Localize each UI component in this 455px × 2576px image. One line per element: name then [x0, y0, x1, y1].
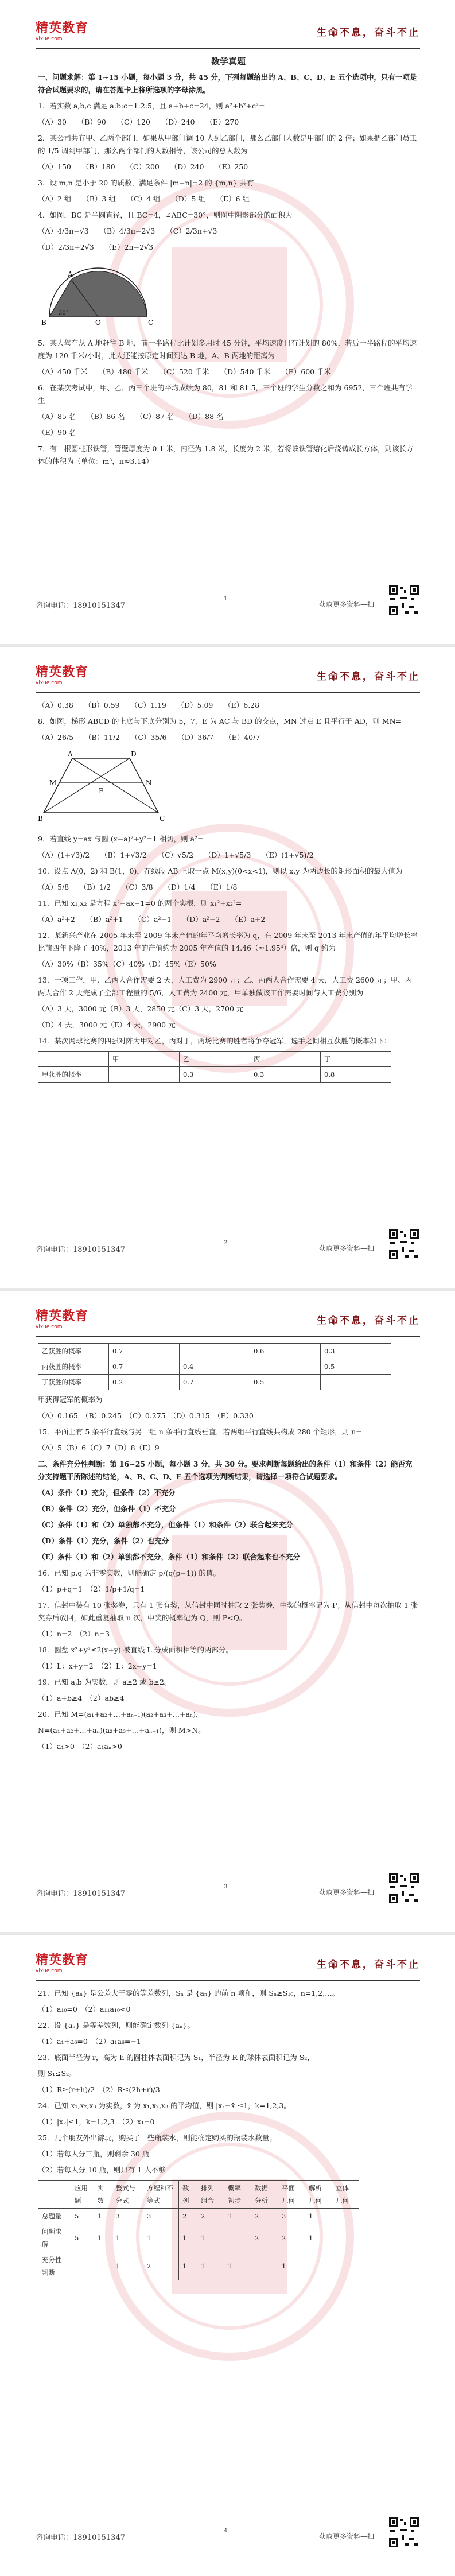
question-18: 18．圆盘 x²+y²≤2(x+y) 被直线 L 分成面积相等的两部分。 [38, 1646, 233, 1654]
get-more-text: 获取更多资料—扫 [318, 1888, 374, 1896]
page-1 [0, 0, 455, 644]
probability-table [38, 1051, 391, 1083]
slogan: 生命不息，奋斗不止 [317, 1315, 420, 1326]
table-cell: 5 [71, 2209, 94, 2224]
contact-phone: 咨询电话：18910151347 [36, 2534, 125, 2542]
question-20-line-2: N=(a₁+a₂+…+aₙ)(a₂+a₃+…+aₙ₋₁)，则 M>N。 [38, 1726, 205, 1735]
point-b: B [41, 319, 46, 327]
table-header-cell: 概率初步 [224, 2181, 251, 2209]
table-cell: 丙获胜的概率 [38, 1359, 109, 1375]
logo-text: 精英教育 [36, 21, 89, 36]
table-row [38, 2181, 359, 2209]
point-o: O [95, 319, 101, 327]
question-10-options: （A）5/8 （B）1/2 （C）3/8 （D）1/4 （E）1/8 [38, 883, 238, 891]
table-cell: 充分性判断 [38, 2252, 71, 2280]
point-c: C [160, 814, 165, 823]
table-header-cell: 整式与分式 [112, 2181, 143, 2209]
question-3: 3．设 m,n 是小于 20 的质数，满足条件 |m−n|=2 的 {m,n} 共有 [38, 179, 254, 187]
table-cell: 0.5 [250, 1375, 321, 1390]
table-cell: 0.7 [109, 1359, 180, 1375]
page-2 [0, 644, 455, 1288]
qr-code-icon[interactable] [388, 1872, 420, 1904]
page-1-content [38, 55, 419, 471]
table-cell: 3 [278, 2209, 305, 2224]
question-25-condition-2: （2）若每人分 10 瓶，则只有 1 人不够 [38, 2166, 166, 2174]
question-2-options: （A）150 （B）180 （C）200 （D）240 （E）250 [38, 162, 248, 171]
table-cell: 5 [71, 2224, 94, 2252]
question-7: 7．有一根圆柱形铁管，管壁厚度为 0.1 米，内径为 1.8 米，长度为 2 米，若将该铁管熔化后浇铸成长方体，则该长方体的体积为（单位：m³，π≈3.14） [38, 444, 414, 465]
question-13: 13．一项工作，甲、乙两人合作需要 2 天，人工费为 2900 元；乙、丙两人合作需要 4 天，人工费 2600 元；甲、丙两人合作 2 天完成了全部工程量的 5/6，人工费为 2400 元，甲单独做该工作需要时间与人工费分别为 [38, 976, 413, 997]
page-divider [0, 644, 455, 647]
question-24: 24．已知 x₁,x₂,x₃ 为实数，x̄ 为 x₁,x₂,x₃ 的平均值，则 |xₖ−x̄|≤1，k=1,2,3。 [38, 2101, 291, 2110]
question-18-conditions: （1）L：x+y=2 （2）L：2x−y=1 [38, 1662, 157, 1670]
table-cell: 0.3 [321, 1344, 391, 1359]
table-cell: 丁获胜的概率 [38, 1375, 109, 1390]
table-cell: 1 [112, 2224, 143, 2252]
table-header-cell [38, 2181, 71, 2209]
page-number: 1 [224, 596, 228, 602]
probability-table-continued [38, 1343, 391, 1390]
qr-code-icon[interactable] [388, 584, 420, 616]
question-19-conditions: （1）a+b≥4 （2）ab≥4 [38, 1694, 125, 1702]
table-cell: 0.2 [109, 1375, 180, 1390]
table-row [38, 1375, 391, 1390]
page-header [36, 1304, 420, 1337]
page-4 [0, 1932, 455, 2576]
question-6-option-e: （E）90 名 [38, 428, 76, 437]
question-2: 2．某公司共有甲、乙两个部门，如果从甲部门调 10 人到乙部门，那么乙部门人数是甲部门的 2 倍；如果把乙部门员工的 1/5 调到甲部门，那么两个部门的人数相等，该公司的总人数为 [38, 134, 417, 155]
logo-text: 精英教育 [36, 1309, 89, 1324]
table-cell [305, 2252, 332, 2280]
point-b: B [38, 814, 43, 823]
get-more-text: 获取更多资料—扫 [318, 2532, 374, 2540]
question-20-conditions: （1）a₁>0 （2）a₁aₙ>0 [38, 1742, 122, 1751]
question-19: 19．已知 a,b 为实数，则 a≥2 或 b≥2。 [38, 1678, 172, 1686]
question-4: 4．如图，BC 是半圆直径，且 BC=4，∠ABC=30°，则图中阴影部分的面积为 [38, 211, 293, 219]
table-header-cell: 实数 [94, 2181, 112, 2209]
table-header-cell: 排列组合 [197, 2181, 224, 2209]
table-cell: 0.6 [250, 1344, 321, 1359]
question-9-options: （A）(1+√3)/2 （B）1+√3/2 （C）√5/2 （D）1+√5/3 （E）(1+√5)/2 [38, 851, 314, 859]
table-cell [332, 2252, 359, 2280]
table-cell: 1 [197, 2224, 224, 2252]
brand-logo [36, 1306, 139, 1334]
question-4-options-1: （A）4/3π−√3 （B）4/3π−2√3 （C）2/3π+√3 [38, 227, 217, 235]
question-6: 6．在某次考试中，甲、乙、丙三个班的平均成绩为 80，81 和 81.5，三个班的学生分数之和为 6952，三个班共有学生 [38, 383, 413, 405]
question-20: 20．已知 M=(a₁+a₂+…+aₙ₋₁)(a₂+a₃+…+aₙ)， [38, 1710, 203, 1718]
table-cell: 1 [224, 2209, 251, 2224]
question-12: 12．某新兴产业在 2005 年末至 2009 年末产值的年平均增长率为 q，在 2009 年末至 2013 年末产值的年平均增长率比前四年下降了 40%，2013 年的产值约为 2005 年产值的 14.46（≈1.95⁴）倍，则 q 约为 [38, 931, 418, 952]
table-cell: 甲 [109, 1052, 180, 1067]
table-cell: 0.7 [180, 1375, 250, 1390]
table-cell: 0.7 [109, 1344, 180, 1359]
question-23-conditions: （1）R≥(r+h)/2 （2）R≤(2h+r)/3 [38, 2085, 160, 2094]
table-cell: 3 [143, 2209, 179, 2224]
point-m: M [49, 779, 57, 787]
table-row [38, 2252, 359, 2280]
table-cell [332, 2224, 359, 2252]
page-header [36, 16, 420, 49]
table-cell: 0.3 [250, 1067, 321, 1083]
question-16-conditions: （1）p+q=1 （2）1/p+1/q=1 [38, 1585, 145, 1593]
table-cell: 1 [278, 2252, 305, 2280]
table-header-cell: 解析几何 [305, 2181, 332, 2209]
table-cell: 1 [143, 2224, 179, 2252]
table-cell: 0.8 [321, 1067, 391, 1083]
get-more-text: 获取更多资料—扫 [318, 600, 374, 608]
question-22-conditions: （1）a₁+a₆=0 （2）a₁a₆=−1 [38, 2037, 141, 2046]
table-row [38, 1359, 391, 1375]
table-cell [321, 1375, 391, 1390]
table-cell: 1 [197, 2252, 224, 2280]
question-14-tail: 甲获得冠军的概率为 [38, 1395, 103, 1404]
choice-b: （B）条件（2）充分，但条件（1）不充分 [38, 1504, 176, 1513]
table-cell [38, 1052, 109, 1067]
question-1: 1．若实数 a,b,c 满足 a:b:c=1:2:5，且 a+b+c=24，则 a²+b²+c²= [38, 102, 265, 110]
trapezoid-figure [38, 750, 170, 824]
question-14: 14．某次网球比赛的四强对阵为甲对乙，丙对丁，两场比赛的胜者将争夺冠军，选手之间相互获胜的概率如下： [38, 1037, 391, 1045]
table-cell [71, 2252, 94, 2280]
question-5: 5．某人驾车从 A 地赶往 B 地，前一半路程比计划多用时 45 分钟，平均速度只有计划的 80%，若后一半路程的平均速度为 120 千米/小时，此人还能按原定时间到达 B 地，A、B 两地的距离为 [38, 339, 417, 360]
table-row [38, 1344, 391, 1359]
section-2-intro: 二、条件充分性判断：第 16~25 小题，每小题 3 分，共 30 分。要求判断每题给出的条件（1）和条件（2）能否充分支持题干所陈述的结论，A、B、C、D、E 五个选项为判断结果，请选择一项符合试题要求。 [38, 1460, 413, 1481]
question-11-options: （A）a²+2 （B）a²+1 （C）a²−1 （D）a²−2 （E）a+2 [38, 915, 266, 924]
question-17: 17．信封中装有 10 张奖券，只有 1 张有奖，从信封中同时抽取 2 张奖券，中奖的概率记为 P；从信封中每次抽取 1 张奖券后放回，如此重复抽取 n 次，中奖的概率记为 Q，则 P<Q。 [38, 1601, 418, 1622]
topic-distribution-table [38, 2180, 359, 2280]
table-cell: 甲获胜的概率 [38, 1067, 109, 1083]
question-23-line-2: 则 S₁≤S₂。 [38, 2069, 76, 2078]
page-4-content [38, 1987, 419, 2280]
table-cell: 1 [305, 2224, 332, 2252]
question-23: 23．底面半径为 r，高为 h 的圆柱体表面积记为 S₁，半径为 R 的球体表面积记为 S₂， [38, 2053, 314, 2062]
point-a: A [68, 750, 73, 758]
table-cell: 2 [179, 2209, 197, 2224]
question-25: 25．几个朋友外出游玩，购买了一些瓶装水，则能确定购买的瓶装水数量。 [38, 2133, 277, 2142]
table-header-cell: 数列 [179, 2181, 197, 2209]
logo-sub: vixue.com [36, 1968, 63, 1974]
question-10: 10．设点 A(0，2) 和 B(1，0)，在线段 AB 上取一点 M(x,y)(0<x<1)，则以 x,y 为两边长的矩形面积的最大值为 [38, 867, 403, 875]
page-divider [0, 1932, 455, 1935]
table-row [38, 1067, 391, 1083]
table-header-cell: 立体几何 [332, 2181, 359, 2209]
question-4-options-2: （D）2/3π+2√3 （E）2π−2√3 [38, 243, 154, 251]
table-cell: 2 [143, 2252, 179, 2280]
question-22: 22．设 {aₙ} 是等差数列，则能确定数列 {aₙ}。 [38, 2021, 195, 2030]
table-cell: 乙 [180, 1052, 250, 1067]
question-8: 8．如图，梯形 ABCD 的上底与下底分别为 5，7，E 为 AC 与 BD 的交点，MN 过点 E 且平行于 AD，则 MN= [38, 717, 402, 726]
page-number: 2 [224, 1240, 228, 1246]
logo-sub: vixue.com [36, 680, 63, 686]
table-cell: 总题量 [38, 2209, 71, 2224]
table-cell: 2 [278, 2224, 305, 2252]
table-header-cell: 应用题 [71, 2181, 94, 2209]
table-header-cell: 平面几何 [278, 2181, 305, 2209]
point-d: D [131, 750, 137, 758]
brand-logo [36, 662, 139, 690]
logo-text: 精英教育 [36, 665, 89, 680]
question-13-options-2: （D）4 天，3000 元（E）4 天，2900 元 [38, 1021, 176, 1029]
table-cell: 2 [251, 2209, 278, 2224]
question-7-options: （A）0.38 （B）0.59 （C）1.19 （D）5.09 （E）6.28 [38, 701, 260, 709]
question-15: 15．平面上有 5 条平行直线与另一组 n 条平行直线垂直，若两组平行直线共构成 280 个矩形，则 n= [38, 1427, 362, 1436]
contact-phone: 咨询电话：18910151347 [36, 1246, 125, 1254]
page-2-content [38, 699, 419, 1083]
choice-e: （E）条件（1）和（2）单独都不充分，条件（1）和条件（2）联合起来也不充分 [38, 1553, 300, 1561]
qr-code-icon[interactable] [388, 1228, 420, 1260]
table-header-cell: 数据分析 [251, 2181, 278, 2209]
page-number: 3 [224, 1884, 228, 1890]
page-divider [0, 1288, 455, 1291]
table-cell: 2 [251, 2224, 278, 2252]
point-c: C [148, 319, 154, 327]
question-21: 21．已知 {aₙ} 是公差大于零的等差数列，Sₙ 是 {aₙ} 的前 n 项和，则 Sₙ≥S₁₀，n=1,2,…。 [38, 1989, 340, 1997]
slogan: 生命不息，奋斗不止 [317, 671, 420, 682]
table-header-cell: 方程和不等式 [143, 2181, 179, 2209]
logo-sub: vixue.com [36, 1324, 63, 1330]
table-cell [94, 2252, 112, 2280]
page-footer [36, 1228, 420, 1264]
question-12-options: （A）30%（B）35%（C）40%（D）45%（E）50% [38, 960, 216, 968]
point-a: A [68, 270, 73, 278]
question-3-options: （A）2 组 （B）3 组 （C）4 组 （D）5 组 （E）6 组 [38, 195, 250, 203]
question-6-options: （A）85 名 （B）86 名 （C）87 名 （D）88 名 [38, 412, 224, 421]
contact-phone: 咨询电话：18910151347 [36, 1890, 125, 1898]
table-cell: 问题求解 [38, 2224, 71, 2252]
get-more-text: 获取更多资料—扫 [318, 1244, 374, 1252]
table-cell: 1 [112, 2252, 143, 2280]
brand-logo [36, 1950, 139, 1978]
logo-sub: vixue.com [36, 36, 63, 42]
table-cell: 1 [224, 2252, 251, 2280]
table-cell: 丁 [321, 1052, 391, 1067]
question-11: 11．已知 x₁,x₂ 是方程 x²−ax−1=0 的两个实根，则 x₁²+x₂²= [38, 899, 242, 907]
table-cell: 1 [94, 2209, 112, 2224]
contact-phone: 咨询电话：18910151347 [36, 602, 125, 610]
section-1-intro: 一、问题求解：第 1~15 小题，每小题 3 分，共 45 分，下列每题给出的 A、B、C、D、E 五个选项中，只有一项是符合试题要求的，请在答题卡上将所选项的字母涂黑。 [38, 73, 417, 94]
page-3-content [38, 1343, 419, 1756]
question-16: 16．已知 p,q 为非零实数，则能确定 p/(q(p−1)) 的值。 [38, 1569, 220, 1577]
page-number: 4 [224, 2528, 228, 2534]
table-cell: 0.4 [180, 1359, 250, 1375]
table-cell: 1 [179, 2252, 197, 2280]
page-footer [36, 584, 420, 620]
table-row [38, 2209, 359, 2224]
table-cell: 1 [94, 2224, 112, 2252]
point-e: E [99, 787, 104, 795]
table-cell: 0.3 [180, 1067, 250, 1083]
page-header [36, 660, 420, 693]
question-8-options: （A）26/5 （B）11/2 （C）35/6 （D）36/7 （E）40/7 [38, 733, 260, 742]
page-footer [36, 2516, 420, 2552]
choice-d: （D）条件（1）充分，条件（2）也充分 [38, 1537, 169, 1545]
table-cell: 3 [112, 2209, 143, 2224]
table-cell: 1 [305, 2209, 332, 2224]
angle-label: 30° [59, 310, 69, 316]
question-25-condition-1: （1）若每人分三瓶，则剩余 30 瓶 [38, 2150, 150, 2158]
logo-text: 精英教育 [36, 1953, 89, 1968]
table-cell [251, 2252, 278, 2280]
question-13-options-1: （A）3 天，3000 元（B）3 天，2850 元（C）3 天，2700 元 [38, 1004, 244, 1013]
page-title: 数学真题 [211, 56, 246, 67]
table-cell [109, 1067, 180, 1083]
question-24-conditions: （1）|xₖ|≤1，k=1,2,3 （2）x₁=0 [38, 2117, 155, 2126]
slogan: 生命不息，奋斗不止 [317, 27, 420, 38]
choice-c: （C）条件（1）和（2）单独都不充分，但条件（1）和条件（2）联合起来充分 [38, 1520, 293, 1529]
slogan: 生命不息，奋斗不止 [317, 1959, 420, 1970]
table-cell: 丙 [250, 1052, 321, 1067]
table-cell [332, 2209, 359, 2224]
table-cell [224, 2224, 251, 2252]
table-cell: 乙获胜的概率 [38, 1344, 109, 1359]
point-n: N [146, 779, 152, 787]
brand-logo [36, 18, 139, 46]
semicircle-figure [38, 259, 158, 328]
question-14-options: （A）0.165 （B）0.245 （C）0.275 （D）0.315 （E）0.330 [38, 1411, 254, 1420]
page-header [36, 1948, 420, 1981]
table-cell: 2 [197, 2209, 224, 2224]
question-17-conditions: （1）n=2 （2）n=3 [38, 1630, 110, 1638]
question-9: 9．若直线 y=ax 与圆 (x−a)²+y²=1 相切，则 a²= [38, 835, 204, 843]
page-footer [36, 1872, 420, 1908]
table-row [38, 2224, 359, 2252]
table-cell [180, 1344, 250, 1359]
question-21-conditions: （1）a₁₀=0 （2）a₁₁a₁₀<0 [38, 2005, 131, 2014]
table-row [38, 1052, 391, 1067]
question-1-options: （A）30 （B）90 （C）120 （D）240 （E）270 [38, 118, 239, 126]
table-cell [250, 1359, 321, 1375]
choice-a: （A）条件（1）充分，但条件（2）不充分 [38, 1488, 176, 1497]
table-cell: 0.5 [321, 1359, 391, 1375]
question-5-options: （A）450 千米 （B）480 千米 （C）520 千米 （D）540 千米 （E）600 千米 [38, 367, 332, 376]
table-cell: 1 [179, 2224, 197, 2252]
qr-code-icon[interactable] [388, 2516, 420, 2548]
question-15-options: （A）5（B）6（C）7（D）8（E）9 [38, 1444, 160, 1452]
page-3 [0, 1288, 455, 1932]
